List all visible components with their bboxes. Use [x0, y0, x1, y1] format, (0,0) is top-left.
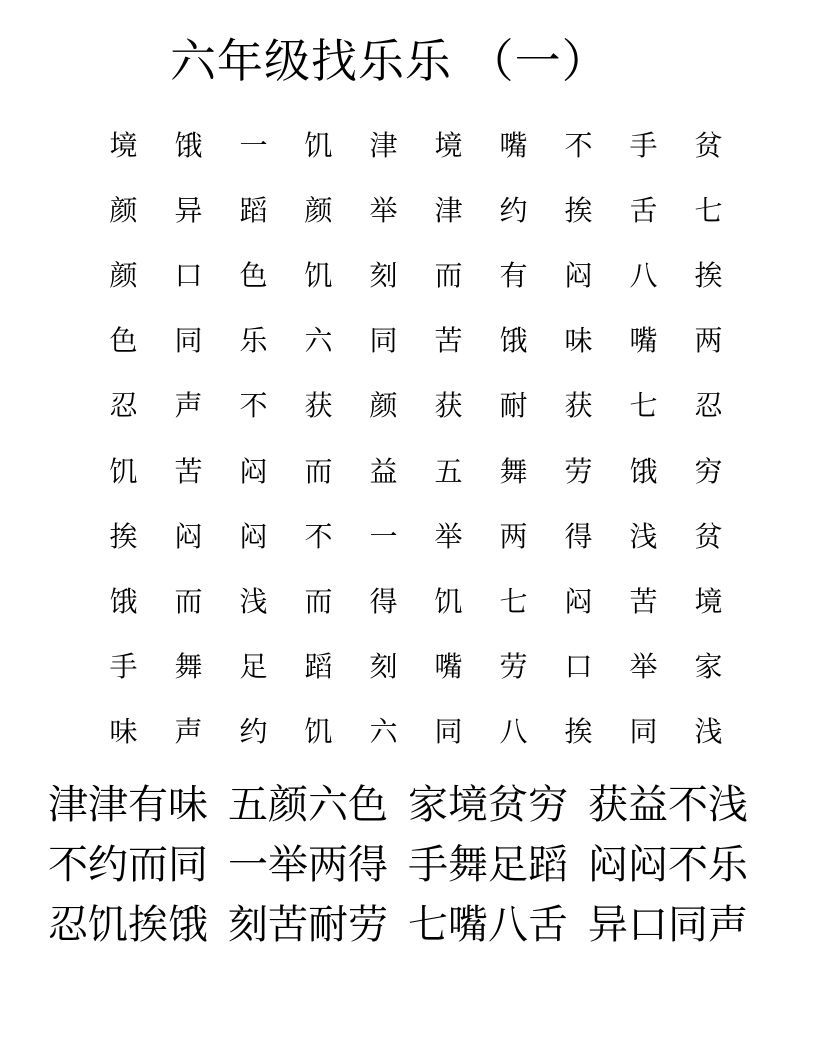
grid-row [91, 439, 741, 504]
grid-cell: 获 [434, 389, 463, 423]
grid-cell: 蹈 [239, 193, 268, 227]
grid-cell: 口 [174, 258, 203, 292]
grid-cell: 饥 [304, 128, 333, 162]
idiom-item: 一举两得 [228, 842, 388, 888]
grid-cell: 家 [694, 650, 723, 684]
grid-cell: 忍 [109, 389, 138, 423]
grid-cell: 闷 [239, 454, 268, 488]
grid-cell: 饥 [304, 258, 333, 292]
idiom-answer-list [48, 775, 788, 955]
grid-cell: 嘴 [499, 128, 528, 162]
grid-cell: 有 [499, 258, 528, 292]
grid-cell: 口 [564, 650, 593, 684]
grid-cell: 不 [564, 128, 593, 162]
grid-cell: 而 [174, 584, 203, 618]
grid-cell: 劳 [564, 454, 593, 488]
grid-cell: 举 [434, 519, 463, 553]
grid-cell: 挨 [109, 519, 138, 553]
grid-cell: 颜 [109, 193, 138, 227]
grid-cell: 六 [369, 715, 398, 749]
grid-cell: 同 [174, 324, 203, 358]
grid-cell: 七 [629, 389, 658, 423]
grid-cell: 而 [304, 454, 333, 488]
grid-cell: 饥 [304, 715, 333, 749]
idiom-item: 获益不浅 [588, 782, 748, 828]
grid-cell: 苦 [629, 584, 658, 618]
idiom-item: 忍饥挨饿 [48, 902, 208, 948]
grid-cell: 得 [369, 584, 398, 618]
idiom-item: 刻苦耐劳 [228, 902, 388, 948]
grid-cell: 获 [304, 389, 333, 423]
grid-cell: 色 [109, 324, 138, 358]
grid-cell: 五 [434, 454, 463, 488]
grid-cell: 六 [304, 324, 333, 358]
grid-cell: 嘴 [629, 324, 658, 358]
worksheet-title: 六年级找乐乐 （一） [170, 34, 609, 88]
idiom-item: 五颜六色 [228, 782, 388, 828]
grid-row [91, 309, 741, 374]
grid-cell: 饿 [629, 454, 658, 488]
grid-cell: 饥 [434, 584, 463, 618]
grid-cell: 举 [629, 650, 658, 684]
grid-row [91, 569, 741, 634]
grid-row [91, 243, 741, 308]
grid-cell: 挨 [564, 193, 593, 227]
idiom-item: 异口同声 [588, 902, 748, 948]
grid-cell: 声 [174, 389, 203, 423]
grid-cell: 颜 [304, 193, 333, 227]
grid-cell: 苦 [174, 454, 203, 488]
grid-cell: 饿 [499, 324, 528, 358]
grid-cell: 津 [369, 128, 398, 162]
character-grid [91, 113, 741, 765]
idiom-item: 手舞足蹈 [408, 842, 568, 888]
grid-row [91, 113, 741, 178]
grid-cell: 举 [369, 193, 398, 227]
grid-cell: 约 [239, 715, 268, 749]
grid-cell: 乐 [239, 324, 268, 358]
grid-cell: 味 [564, 324, 593, 358]
grid-cell: 挨 [694, 258, 723, 292]
grid-cell: 八 [629, 258, 658, 292]
grid-cell: 忍 [694, 389, 723, 423]
grid-cell: 一 [239, 128, 268, 162]
grid-cell: 同 [369, 324, 398, 358]
grid-row [91, 635, 741, 700]
grid-cell: 闷 [564, 258, 593, 292]
grid-row [91, 374, 741, 439]
grid-cell: 穷 [694, 454, 723, 488]
grid-cell: 手 [109, 650, 138, 684]
grid-cell: 舌 [629, 193, 658, 227]
grid-cell: 七 [694, 193, 723, 227]
grid-cell: 舞 [499, 454, 528, 488]
grid-cell: 饿 [109, 584, 138, 618]
grid-cell: 约 [499, 193, 528, 227]
grid-cell: 手 [629, 128, 658, 162]
grid-cell: 一 [369, 519, 398, 553]
grid-cell: 同 [434, 715, 463, 749]
grid-cell: 同 [629, 715, 658, 749]
grid-cell: 耐 [499, 389, 528, 423]
grid-cell: 而 [304, 584, 333, 618]
grid-cell: 八 [499, 715, 528, 749]
grid-row [91, 178, 741, 243]
grid-cell: 贫 [694, 519, 723, 553]
grid-cell: 境 [434, 128, 463, 162]
grid-cell: 浅 [694, 715, 723, 749]
grid-cell: 闷 [564, 584, 593, 618]
grid-cell: 浅 [239, 584, 268, 618]
grid-cell: 闷 [239, 519, 268, 553]
grid-cell: 刻 [369, 258, 398, 292]
grid-cell: 饿 [174, 128, 203, 162]
idiom-row [48, 775, 788, 835]
grid-cell: 两 [499, 519, 528, 553]
grid-cell: 境 [109, 128, 138, 162]
grid-cell: 味 [109, 715, 138, 749]
idiom-item: 七嘴八舌 [408, 902, 568, 948]
idiom-row [48, 895, 788, 955]
grid-cell: 颜 [109, 258, 138, 292]
idiom-row [48, 835, 788, 895]
grid-cell: 舞 [174, 650, 203, 684]
grid-cell: 不 [239, 389, 268, 423]
grid-cell: 挨 [564, 715, 593, 749]
grid-row [91, 700, 741, 765]
grid-cell: 七 [499, 584, 528, 618]
idiom-item: 不约而同 [48, 842, 208, 888]
grid-cell: 色 [239, 258, 268, 292]
idiom-item: 闷闷不乐 [588, 842, 748, 888]
grid-cell: 饥 [109, 454, 138, 488]
grid-cell: 益 [369, 454, 398, 488]
grid-cell: 足 [239, 650, 268, 684]
grid-cell: 境 [694, 584, 723, 618]
grid-cell: 两 [694, 324, 723, 358]
grid-cell: 苦 [434, 324, 463, 358]
grid-row [91, 504, 741, 569]
grid-cell: 颜 [369, 389, 398, 423]
grid-cell: 嘴 [434, 650, 463, 684]
grid-cell: 刻 [369, 650, 398, 684]
grid-cell: 津 [434, 193, 463, 227]
grid-cell: 声 [174, 715, 203, 749]
grid-cell: 而 [434, 258, 463, 292]
grid-cell: 贫 [694, 128, 723, 162]
grid-cell: 获 [564, 389, 593, 423]
idiom-item: 津津有味 [48, 782, 208, 828]
grid-cell: 劳 [499, 650, 528, 684]
grid-cell: 异 [174, 193, 203, 227]
grid-cell: 得 [564, 519, 593, 553]
grid-cell: 闷 [174, 519, 203, 553]
grid-cell: 浅 [629, 519, 658, 553]
idiom-item: 家境贫穷 [408, 782, 568, 828]
grid-cell: 不 [304, 519, 333, 553]
grid-cell: 蹈 [304, 650, 333, 684]
